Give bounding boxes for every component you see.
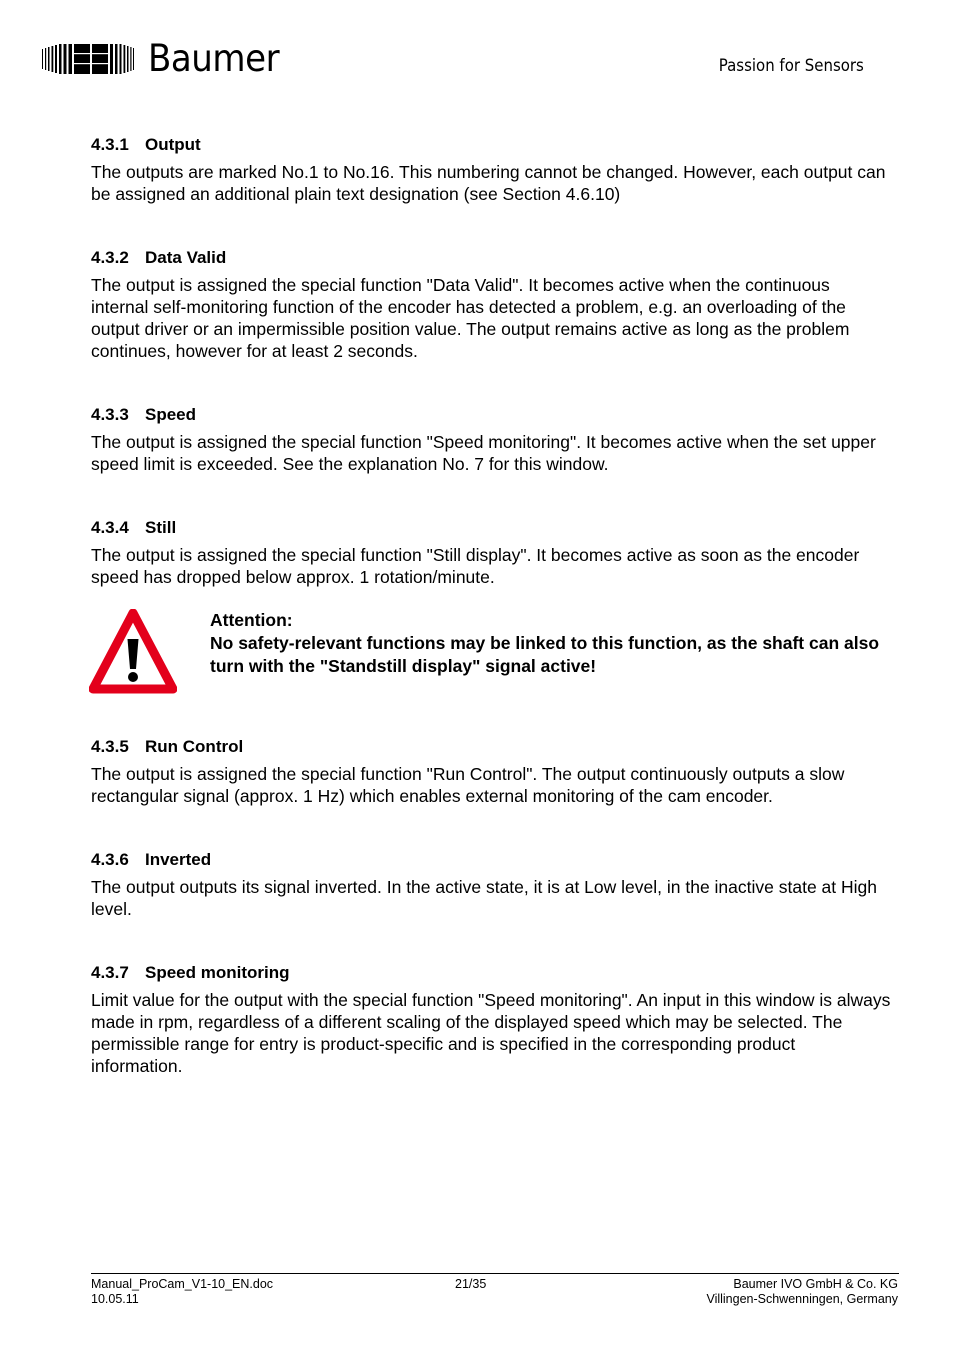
section-speed bbox=[91, 404, 891, 475]
section-heading bbox=[91, 134, 891, 156]
section-body: The output is assigned the special function "Still display". It becomes active as soon as the encoder speed has dropped below approx. 1 rotation/minute. bbox=[91, 545, 860, 587]
section-heading bbox=[91, 962, 891, 984]
footer-document-info bbox=[91, 1277, 273, 1307]
section-number: 4.3.4 bbox=[91, 518, 129, 537]
footer-date: 10.05.11 bbox=[91, 1292, 139, 1306]
section-speed-monitoring bbox=[91, 962, 891, 1077]
baumer-logo-icon bbox=[42, 44, 134, 74]
section-heading bbox=[91, 849, 891, 871]
attention-notice bbox=[89, 609, 889, 699]
footer-location: Villingen-Schwenningen, Germany bbox=[706, 1292, 898, 1306]
section-title: Run Control bbox=[145, 737, 244, 756]
section-inverted bbox=[91, 849, 891, 920]
section-number: 4.3.1 bbox=[91, 135, 129, 154]
section-body: Limit value for the output with the special function "Speed monitoring". An input in this window is always made in rpm, regardless of a different scaling of the displayed speed which may be selected. The permissible range for entry is product-specific and is specified in the corresponding product information. bbox=[91, 990, 891, 1076]
footer-divider bbox=[91, 1273, 899, 1274]
section-number: 4.3.2 bbox=[91, 248, 129, 267]
section-number: 4.3.3 bbox=[91, 405, 129, 424]
section-data-valid bbox=[91, 247, 891, 362]
brand-tagline: Passion for Sensors bbox=[718, 56, 864, 76]
section-title: Inverted bbox=[145, 850, 212, 869]
section-run-control bbox=[91, 736, 891, 807]
section-heading bbox=[91, 517, 891, 539]
attention-message: No safety-relevant functions may be linked to this function, as the shaft can also turn with the "Standstill display" signal active! bbox=[210, 633, 880, 676]
attention-text bbox=[210, 609, 890, 678]
section-title: Speed monitoring bbox=[145, 963, 290, 982]
section-heading bbox=[91, 247, 891, 269]
page-header bbox=[0, 0, 954, 100]
section-heading bbox=[91, 736, 891, 758]
section-body: The outputs are marked No.1 to No.16. This numbering cannot be changed. However, each output can be assigned an additional plain text designation (see Section 4.6.10) bbox=[91, 162, 886, 204]
footer-company-info bbox=[706, 1277, 898, 1307]
section-title: Speed bbox=[145, 405, 197, 424]
section-number: 4.3.7 bbox=[91, 963, 129, 982]
section-body: The output is assigned the special function "Data Valid". It becomes active when the continuous internal self-monitoring function of the encoder has detected a problem, e.g. an overloading of the output driver or an impermissible position value. The output remains active as long as the problem continues, however for at least 2 seconds. bbox=[91, 275, 850, 361]
section-body: The output outputs its signal inverted. In the active state, it is at Low level, in the inactive state at High level. bbox=[91, 877, 877, 919]
section-still bbox=[91, 517, 891, 588]
section-output bbox=[91, 134, 891, 205]
section-title: Output bbox=[145, 135, 201, 154]
attention-heading: Attention: bbox=[210, 610, 293, 630]
section-title: Data Valid bbox=[145, 248, 227, 267]
footer-page-number: 21/35 bbox=[455, 1277, 487, 1291]
section-heading bbox=[91, 404, 891, 426]
section-number: 4.3.6 bbox=[91, 850, 129, 869]
footer-company: Baumer IVO GmbH & Co. KG bbox=[733, 1277, 898, 1291]
section-body: The output is assigned the special function "Run Control". The output continuously outputs a slow rectangular signal (approx. 1 Hz) which enables external monitoring of the cam encoder. bbox=[91, 764, 845, 806]
warning-triangle-icon bbox=[89, 609, 177, 695]
section-title: Still bbox=[145, 518, 177, 537]
section-number: 4.3.5 bbox=[91, 737, 129, 756]
footer-filename: Manual_ProCam_V1-10_EN.doc bbox=[91, 1277, 274, 1291]
section-body: The output is assigned the special function "Speed monitoring". It becomes active when the set upper speed limit is exceeded. See the explanation No. 7 for this window. bbox=[91, 432, 876, 474]
brand-name: Baumer bbox=[148, 37, 280, 80]
